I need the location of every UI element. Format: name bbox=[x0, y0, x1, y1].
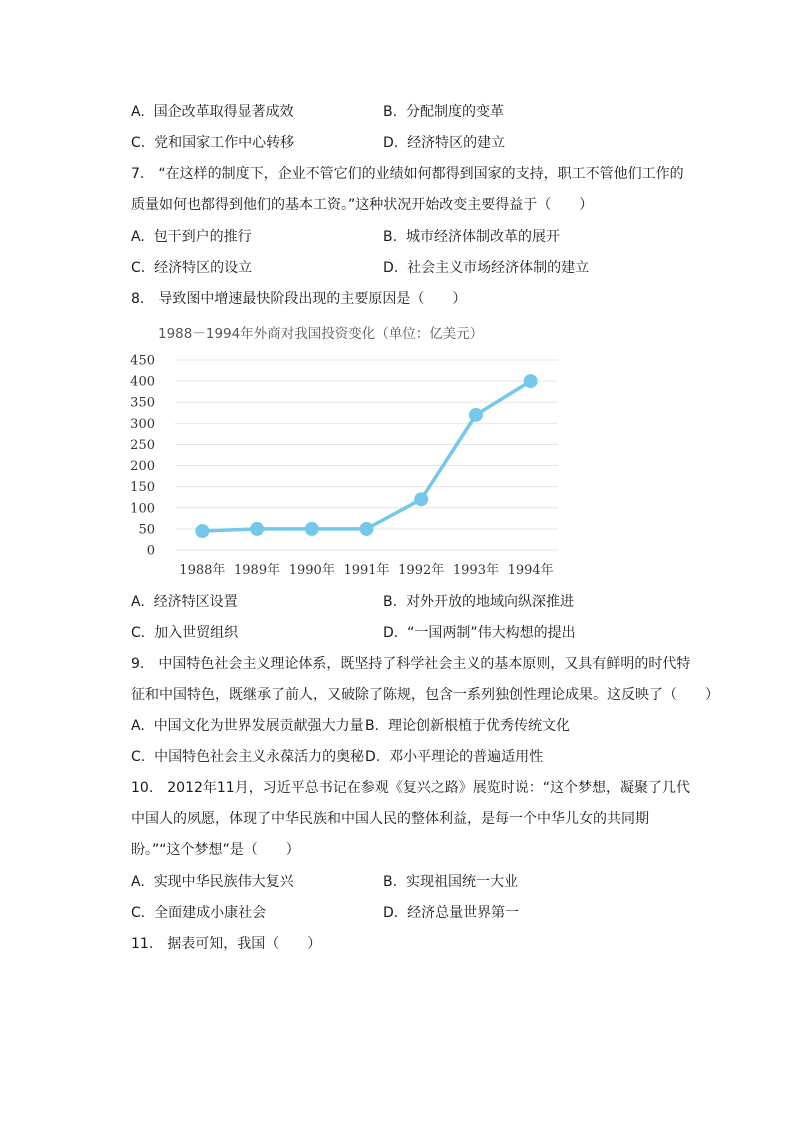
q6-option-a: A. 国企改革取得显著成效 bbox=[131, 104, 294, 120]
x-tick-label: 1988年 bbox=[179, 563, 226, 578]
q8-option-a: A. 经济特区设置 bbox=[131, 594, 238, 610]
q8-stem: 8. 导致图中增速最快阶段出现的主要原因是（ ） bbox=[131, 291, 467, 307]
y-axis bbox=[130, 354, 155, 559]
q9-option-a: A. 中国文化为世界发展贡献强大力量 bbox=[131, 718, 364, 734]
q10-stem-line3: 盼。”“这个梦想”是（ ） bbox=[131, 842, 300, 858]
data-point bbox=[524, 374, 538, 388]
q7-stem-line1: 7. “在这样的制度下，企业不管它们的业绩如何都得到国家的支持，职工不管他们工作的 bbox=[131, 166, 684, 182]
q9-stem-line2: 征和中国特色，既继承了前人，又破除了陈规，包含一系列独创性理论成果。这反映了（ ） bbox=[131, 687, 719, 703]
q10-option-a: A. 实现中华民族伟大复兴 bbox=[131, 874, 294, 890]
q9-option-b: B. 理论创新根植于优秀传统文化 bbox=[365, 718, 570, 734]
data-point bbox=[250, 522, 264, 536]
investment-line-chart bbox=[130, 320, 570, 582]
x-tick-label: 1989年 bbox=[234, 563, 281, 578]
q11-stem: 11. 据表可知，我国（ ） bbox=[131, 936, 322, 952]
y-tick-label: 0 bbox=[146, 543, 155, 559]
data-point bbox=[414, 492, 428, 506]
data-point bbox=[360, 522, 374, 536]
q6-option-d: D. 经济特区的建立 bbox=[383, 135, 506, 151]
q10-stem-line1: 10. 2012年11月，习近平总书记在参观《复兴之路》展览时说：“这个梦想，凝聚了几代 bbox=[131, 780, 690, 796]
x-tick-label: 1994年 bbox=[507, 563, 554, 578]
x-tick-label: 1992年 bbox=[398, 563, 445, 578]
y-tick-label: 250 bbox=[130, 437, 155, 453]
x-tick-label: 1991年 bbox=[343, 563, 390, 578]
data-point bbox=[469, 408, 483, 422]
y-tick-label: 200 bbox=[130, 459, 155, 475]
y-tick-label: 50 bbox=[138, 522, 155, 538]
y-tick-label: 350 bbox=[130, 395, 155, 411]
y-tick-label: 100 bbox=[130, 501, 155, 517]
series-polyline bbox=[202, 381, 530, 531]
q9-option-d: D. 邓小平理论的普遍适用性 bbox=[365, 749, 544, 765]
q10-stem-line2: 中国人的夙愿，体现了中华民族和中国人民的整体利益，是每一个中华儿女的共同期 bbox=[131, 811, 649, 827]
q7-option-d: D. 社会主义市场经济体制的建立 bbox=[383, 260, 590, 276]
chart-title: 1988－1994年外商对我国投资变化（单位：亿美元） bbox=[158, 326, 484, 342]
x-tick-label: 1990年 bbox=[288, 563, 335, 578]
x-tick-label: 1993年 bbox=[452, 563, 499, 578]
y-tick-label: 150 bbox=[130, 480, 155, 496]
q10-option-d: D. 经济总量世界第一 bbox=[383, 905, 520, 921]
y-tick-label: 450 bbox=[130, 353, 155, 369]
x-axis bbox=[179, 562, 553, 578]
y-tick-label: 400 bbox=[130, 374, 155, 390]
data-point bbox=[195, 524, 209, 538]
q10-option-c: C. 全面建成小康社会 bbox=[131, 905, 267, 921]
chart-grid bbox=[175, 360, 558, 550]
data-point bbox=[305, 522, 319, 536]
q7-stem-line2: 质量如何也都得到他们的基本工资。”这种状况开始改变主要得益于（ ） bbox=[131, 197, 594, 213]
q7-option-b: B. 城市经济体制改革的展开 bbox=[383, 229, 560, 245]
q10-option-b: B. 实现祖国统一大业 bbox=[383, 874, 518, 890]
q9-stem-line1: 9. 中国特色社会主义理论体系，既坚持了科学社会主义的基本原则，又具有鲜明的时代特 bbox=[131, 656, 691, 672]
q7-option-c: C. 经济特区的设立 bbox=[131, 260, 253, 276]
q8-option-c: C. 加入世贸组织 bbox=[131, 625, 239, 641]
q8-option-d: D. “一国两制”伟大构想的提出 bbox=[383, 625, 576, 641]
q6-option-b: B. 分配制度的变革 bbox=[383, 104, 504, 120]
q9-option-c: C. 中国特色社会主义永葆活力的奥秘 bbox=[131, 749, 365, 765]
q8-option-b: B. 对外开放的地域向纵深推进 bbox=[383, 594, 574, 610]
y-tick-label: 300 bbox=[130, 416, 155, 432]
q7-option-a: A. 包干到户的推行 bbox=[131, 229, 252, 245]
q6-option-c: C. 党和国家工作中心转移 bbox=[131, 135, 295, 151]
series-line bbox=[195, 374, 537, 538]
